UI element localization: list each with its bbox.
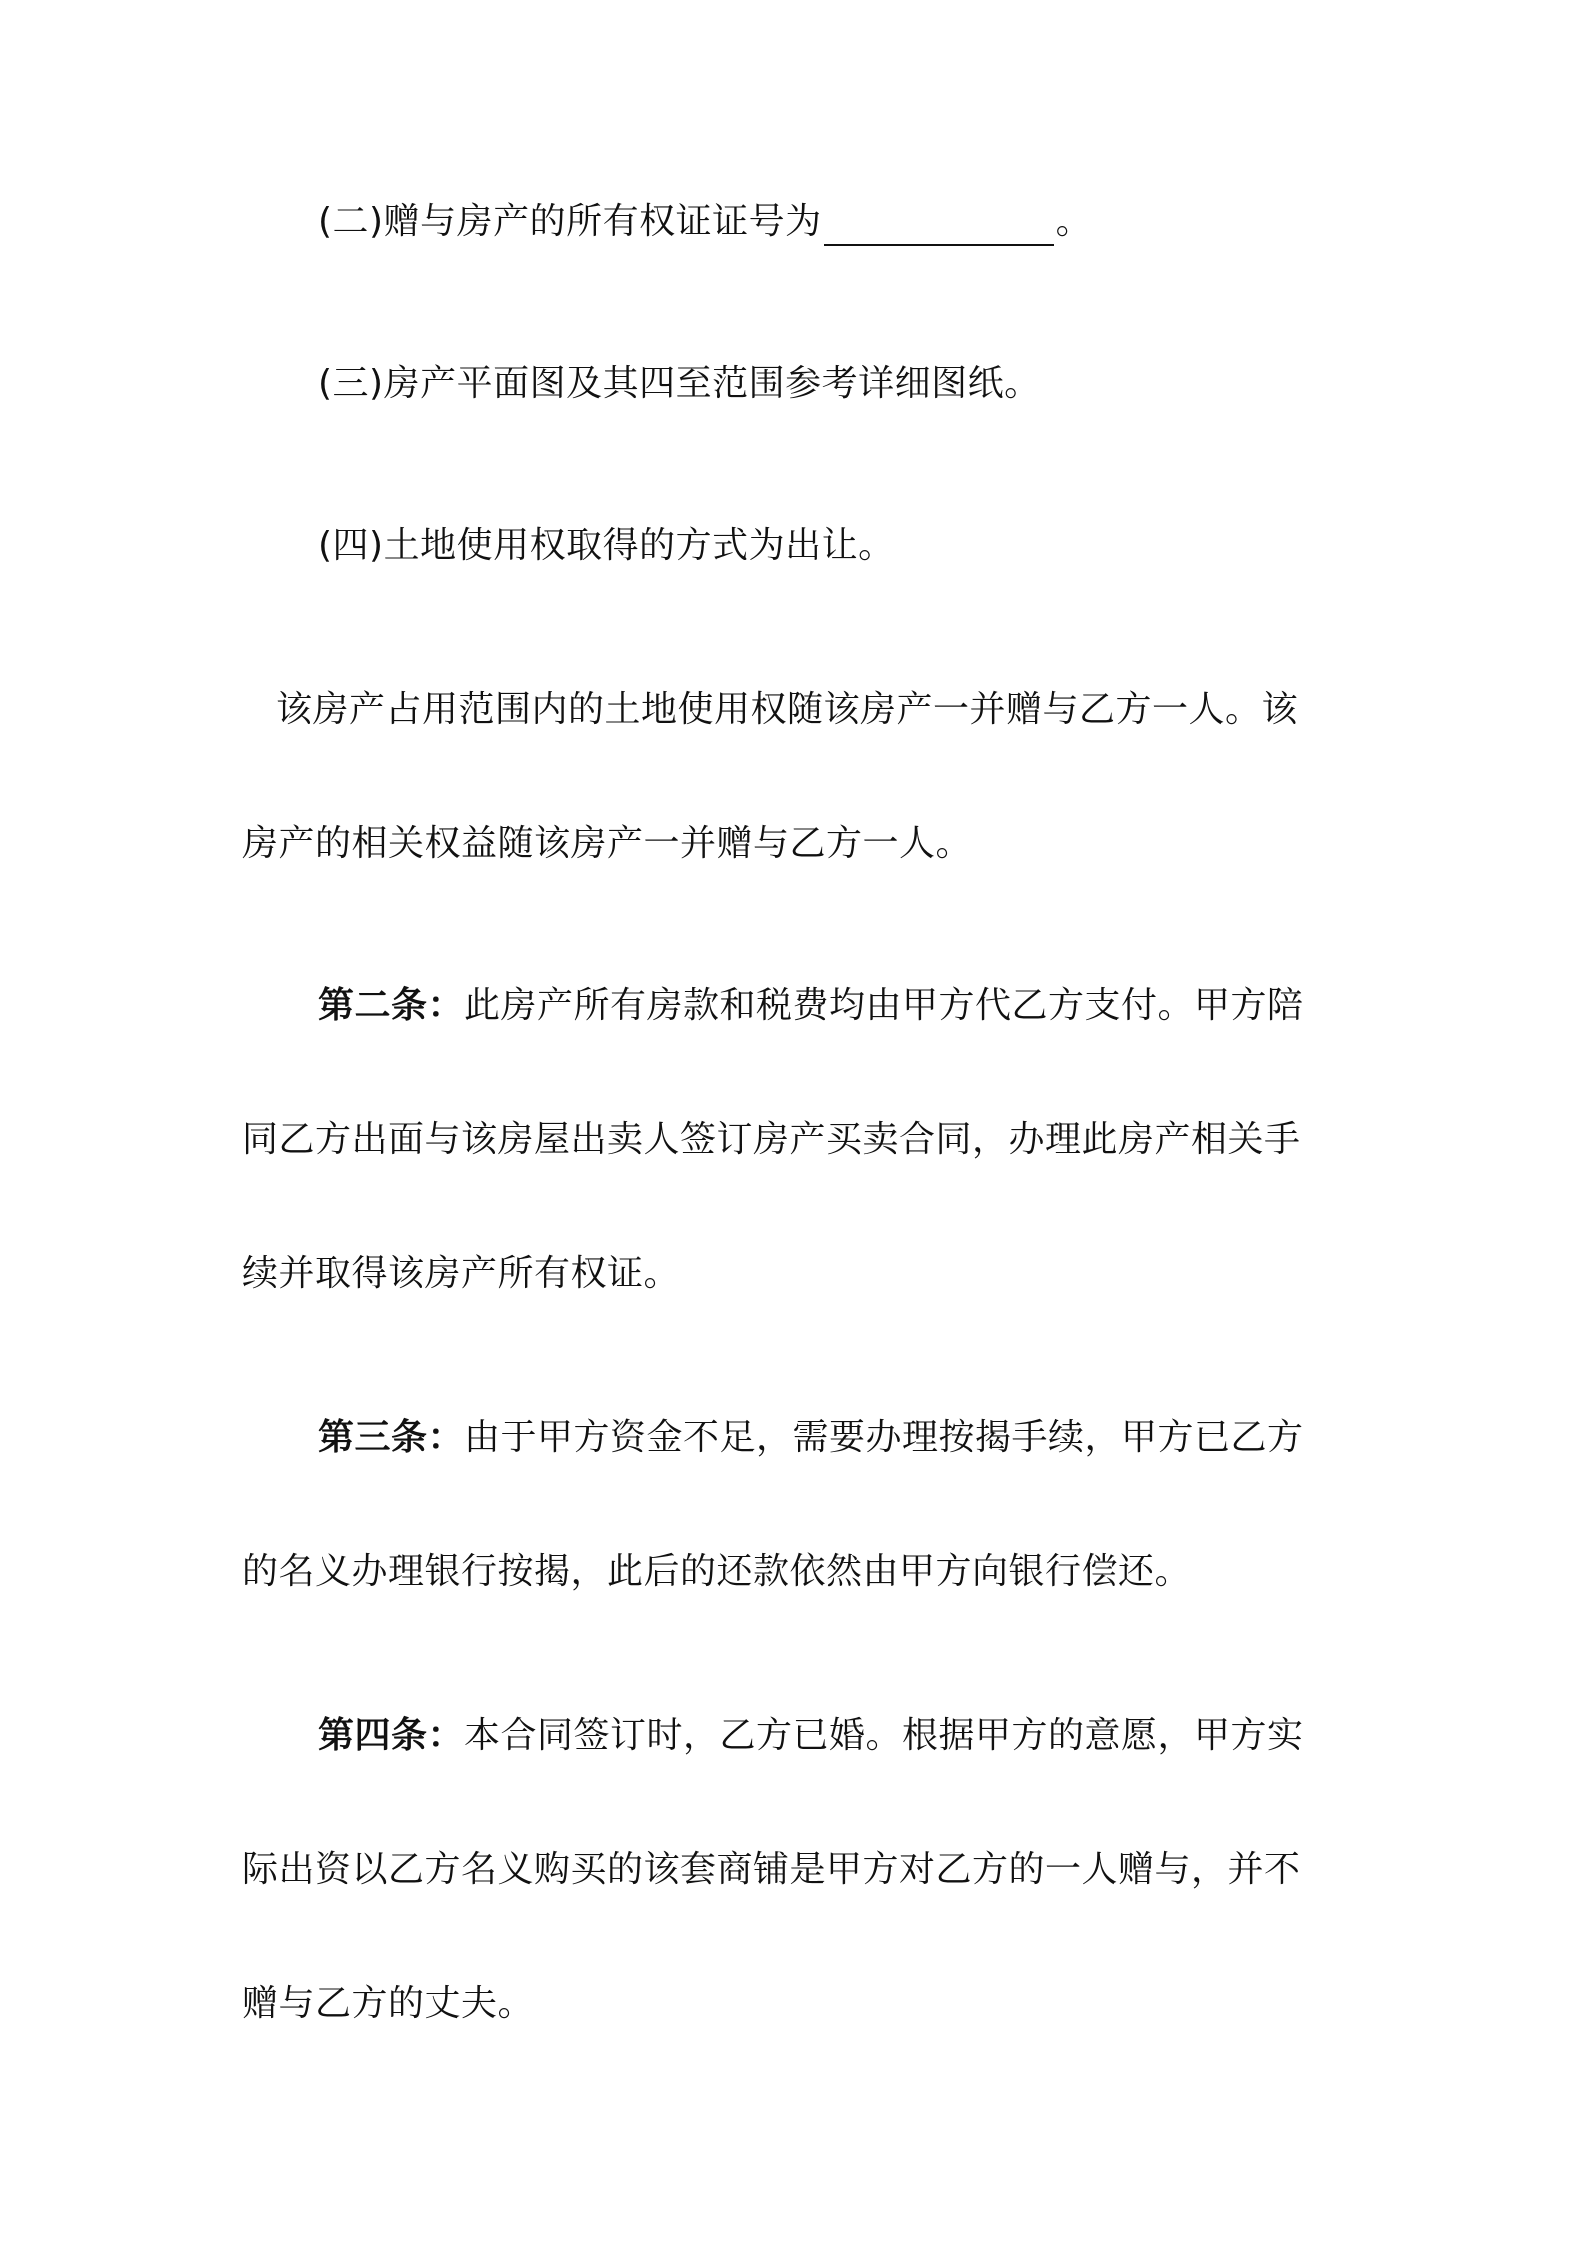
article-4-heading: 第四条： xyxy=(318,1715,465,1756)
clause-2-line xyxy=(318,198,1418,246)
land-paragraph-line-2: 房产的相关权益随该房产一并赠与乙方一人。 xyxy=(242,823,973,864)
article-4-line-1 xyxy=(318,1712,1418,1760)
article-2-line-3: 续并取得该房产所有权证。 xyxy=(242,1253,681,1294)
article-4-line-2: 际出资以乙方名义购买的该套商铺是甲方对乙方的一人赠与，并不 xyxy=(242,1849,1301,1890)
land-paragraph-line-1: 该房产占用范围内的土地使用权随该房产一并赠与乙方一人。该 xyxy=(276,689,1299,730)
article-3-heading: 第三条： xyxy=(318,1417,465,1458)
article-2-line-1 xyxy=(318,982,1418,1030)
article-4-line-1-text: 本合同签订时，乙方已婚。根据甲方的意愿，甲方实 xyxy=(464,1715,1304,1756)
article-4-line-3: 赠与乙方的丈夫。 xyxy=(242,1983,535,2024)
certificate-number-blank[interactable] xyxy=(824,204,1054,246)
clause-4-line: (四)土地使用权取得的方式为出让。 xyxy=(318,525,895,566)
clause-2-text: (二)赠与房产的所有权证证号为 xyxy=(318,201,822,242)
article-3-line-1 xyxy=(318,1414,1418,1462)
article-2-line-1-text: 此房产所有房款和税费均由甲方代乙方支付。甲方陪 xyxy=(464,985,1304,1026)
clause-3-line: (三)房产平面图及其四至范围参考详细图纸。 xyxy=(318,363,1041,404)
clause-2-end: 。 xyxy=(1055,201,1093,242)
article-3-line-1-text: 由于甲方资金不足，需要办理按揭手续，甲方已乙方 xyxy=(464,1417,1304,1458)
article-3-line-2: 的名义办理银行按揭，此后的还款依然由甲方向银行偿还。 xyxy=(242,1551,1192,1592)
article-2-heading: 第二条： xyxy=(318,985,465,1026)
article-2-line-2: 同乙方出面与该房屋出卖人签订房产买卖合同，办理此房产相关手 xyxy=(242,1119,1301,1160)
